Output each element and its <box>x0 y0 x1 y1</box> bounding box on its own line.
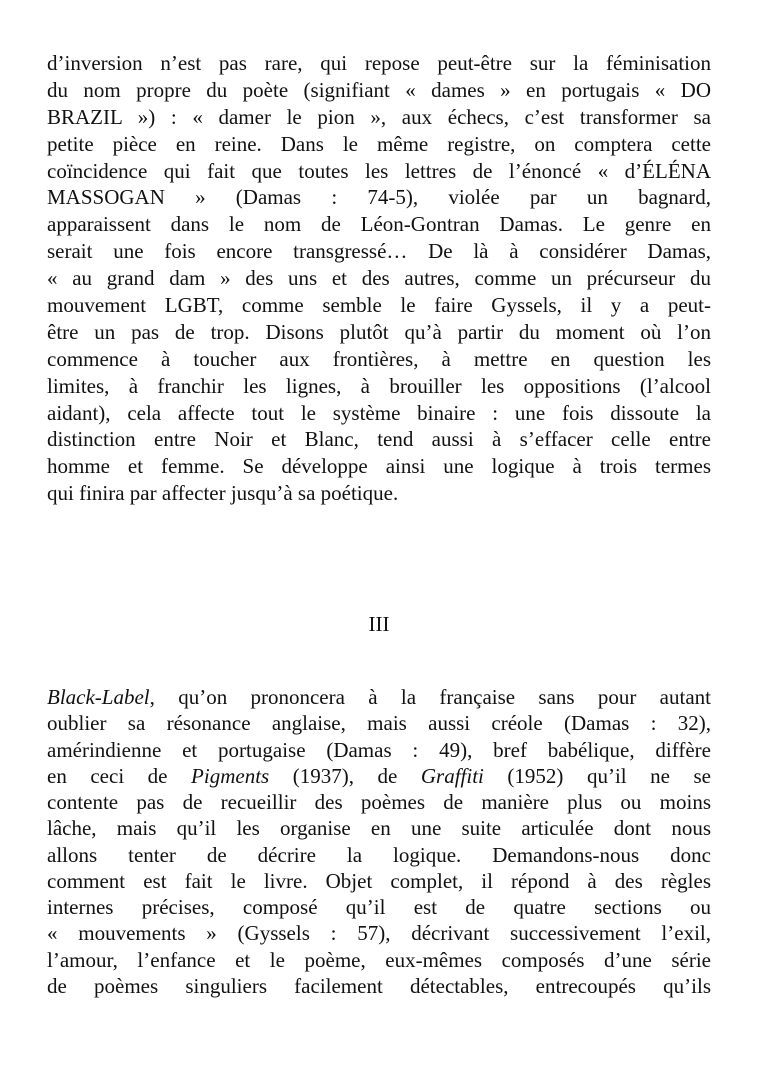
paragraph-1 <box>47 50 711 507</box>
text-line: comment est fait le livre. Objet complet, il répond à des règles <box>47 868 711 893</box>
text-line: mouvement LGBT, comme semble le faire Gyssels, il y a peut- <box>47 293 711 318</box>
text-span: (1937), de <box>269 763 421 788</box>
text-line: oublier sa résonance anglaise, mais aussi créole (Damas : 32), <box>47 711 711 736</box>
section-heading: III <box>368 612 390 636</box>
text-line: qui finira par affecter jusqu’à sa poétique. <box>47 481 399 506</box>
book-title: Black-Label <box>47 685 150 709</box>
text-line: l’amour, l’enfance et le poème, eux-mêmes composés d’une série <box>47 947 711 972</box>
text-line: du nom propre du poète (signifiant « dames » en portugais « DO <box>47 77 711 102</box>
text-line: serait une fois encore transgressé… De là à considérer Damas, <box>47 239 711 264</box>
text-span: en ceci de <box>47 763 192 788</box>
text-span: , qu’on prononcera à la française sans pour autant <box>149 685 711 709</box>
text-line: MASSOGAN » (Damas : 74-5), violée par un bagnard, <box>47 185 711 210</box>
paragraph-2 <box>47 684 711 999</box>
text-line <box>47 684 711 710</box>
text-line: de poèmes singuliers facilement détectables, entrecoupés qu’ils <box>47 973 711 998</box>
text-line: coïncidence qui fait que toutes les lettres de l’énoncé « d’ÉLÉNA <box>47 158 711 183</box>
text-line: limites, à franchir les lignes, à brouiller les oppositions (l’alcool <box>47 373 711 398</box>
document-page <box>47 50 711 998</box>
text-line: internes précises, composé qu’il est de quatre sections ou <box>47 895 711 919</box>
text-line: distinction entre Noir et Blanc, tend aussi à s’effacer celle entre <box>47 427 711 452</box>
book-title: Graffiti <box>420 763 484 788</box>
text-span: (1952) qu’il ne se <box>483 763 711 788</box>
text-line: contente pas de recueillir des poèmes de manière plus ou moins <box>47 790 711 814</box>
book-title: Pigments <box>191 763 270 788</box>
text-line: aidant), cela affecte tout le système binaire : une fois dissoute la <box>47 400 711 425</box>
text-line: lâche, mais qu’il les organise en une suite articulée dont nous <box>47 816 711 841</box>
text-line: « au grand dam » des uns et des autres, comme un précurseur du <box>47 266 711 291</box>
text-line: apparaissent dans le nom de Léon-Gontran Damas. Le genre en <box>47 212 711 237</box>
text-line: homme et femme. Se développe ainsi une logique à trois termes <box>47 454 711 479</box>
text-line: BRAZIL ») : « damer le pion », aux échecs, c’est transformer sa <box>47 104 711 129</box>
text-line: d’inversion n’est pas rare, qui repose peut-être sur la féminisation <box>47 51 711 75</box>
text-line: être un pas de trop. Disons plutôt qu’à partir du moment où l’on <box>47 319 711 344</box>
text-line <box>47 763 711 789</box>
text-line: petite pièce en reine. Dans le même registre, on comptera cette <box>47 131 711 156</box>
text-line: allons tenter de décrire la logique. Demandons-nous donc <box>47 842 711 867</box>
text-line: commence à toucher aux frontières, à mettre en question les <box>47 346 711 371</box>
text-line: amérindienne et portugaise (Damas : 49), bref babélique, diffère <box>47 737 711 762</box>
text-line: « mouvements » (Gyssels : 57), décrivant successivement l’exil, <box>47 921 711 946</box>
